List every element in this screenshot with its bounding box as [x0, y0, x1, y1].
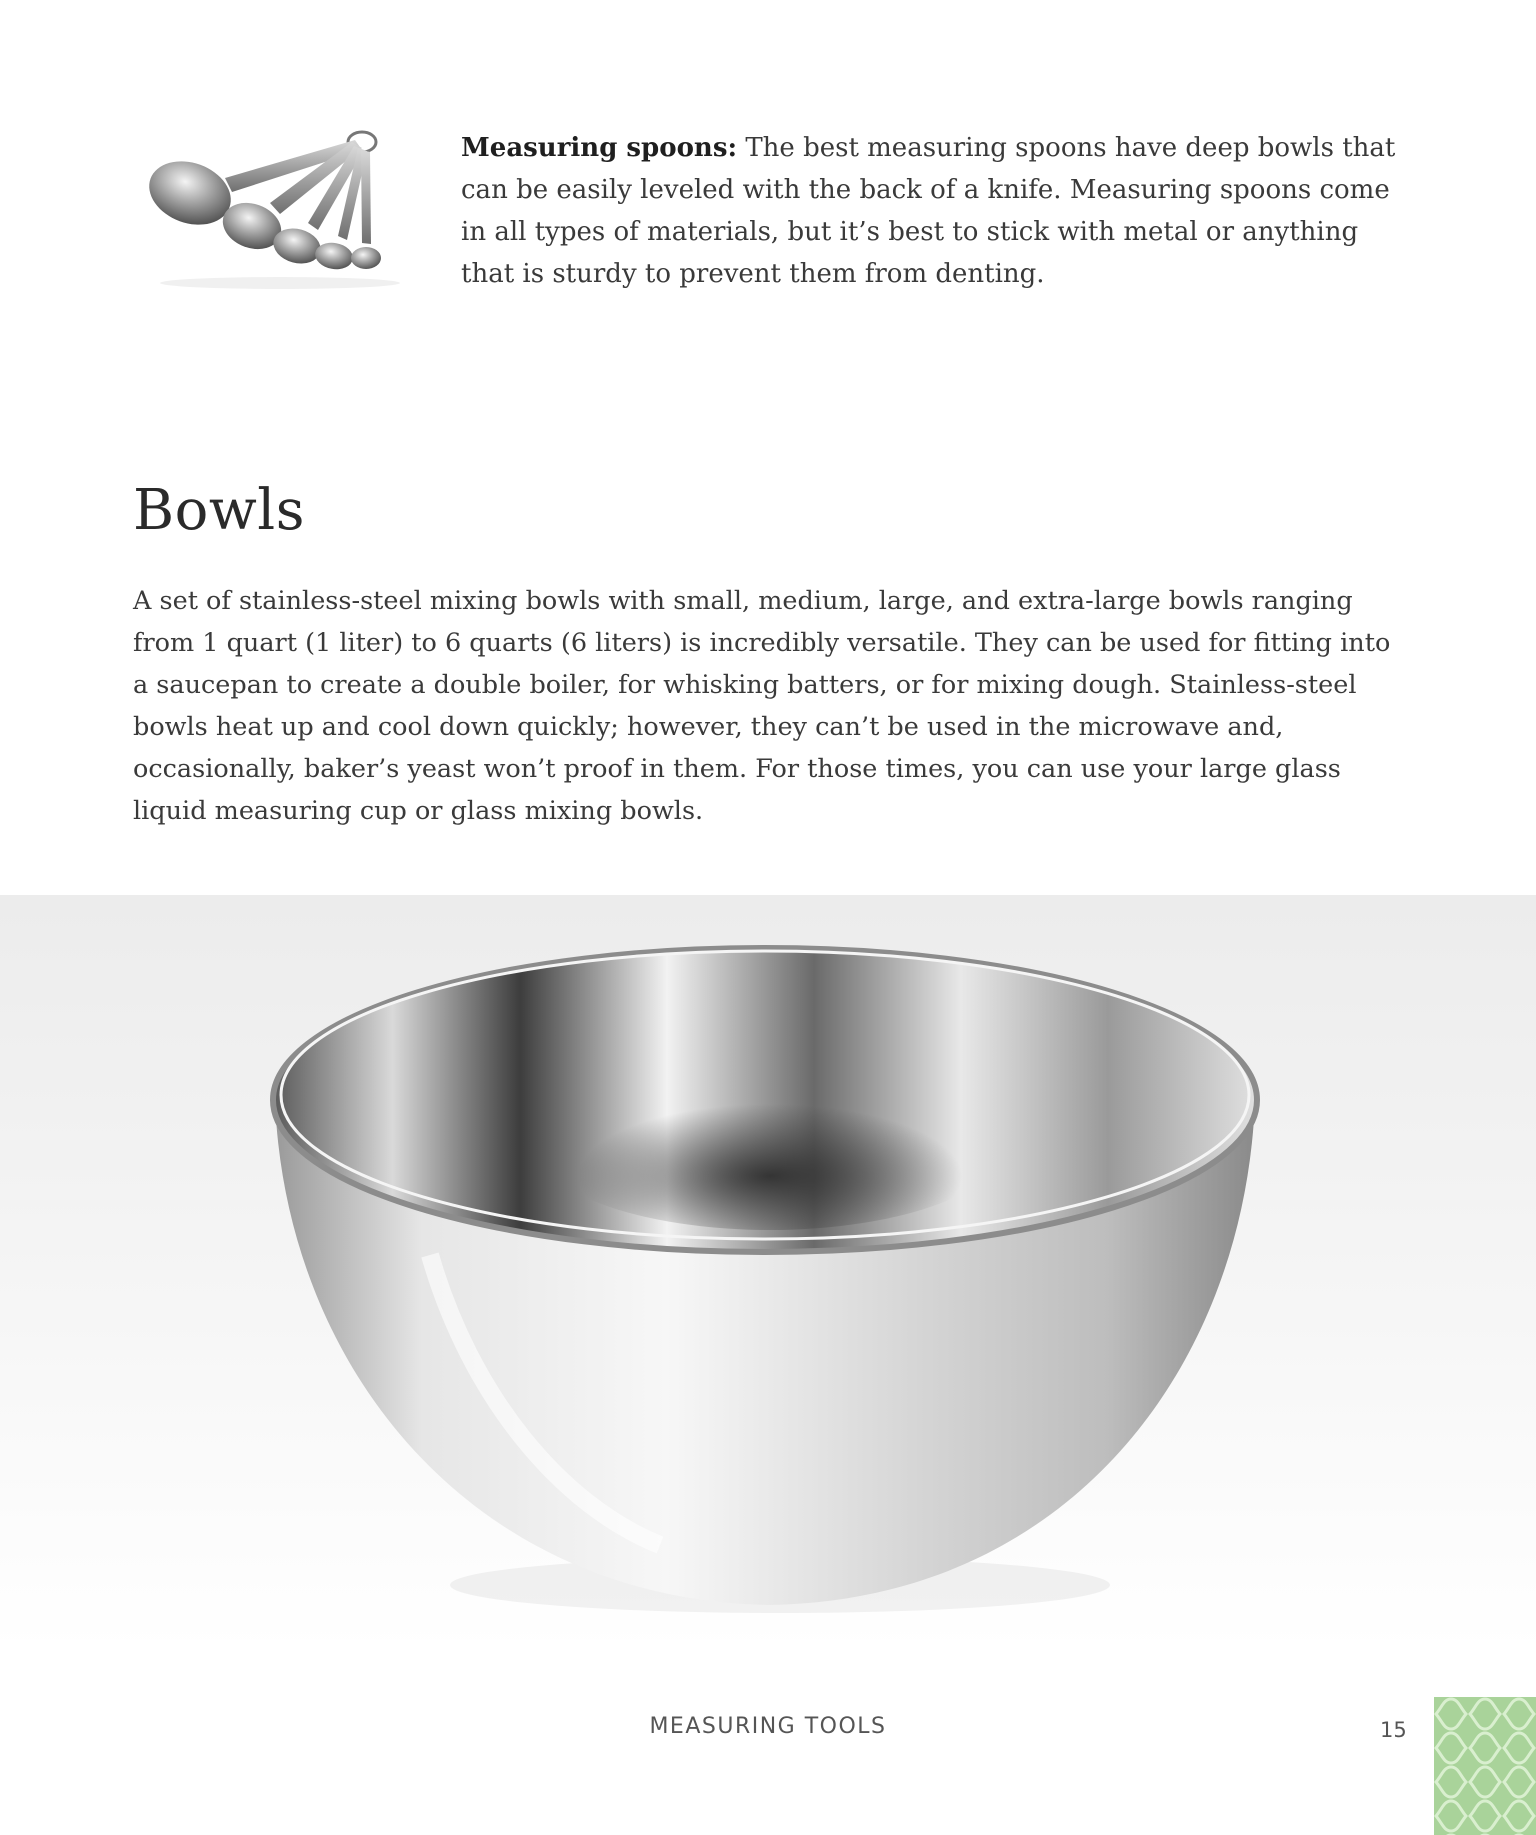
- measuring-spoons-body: The best measuring spoons have deep bowls that can be easily leveled with the back of a knife. Measuring spoons come in all types of materials, but it’s best to stick with metal or anything that is sturdy to prevent them from denting.: [461, 133, 1396, 289]
- bowls-body-text: A set of stainless-steel mixing bowls with small, medium, large, and extra-large bowls ranging from 1 quart (1 liter) to 6 quarts (6 liters) is incredibly versatile. They can be used for fitting into a saucepan to create a double boiler, for whisking batters, or for mixing dough. Stainless-steel bowls heat up and cool down quickly; however, they can’t be used in the microwave and, occasionally, baker’s yeast won’t proof in them. For those times, you can use your large glass liquid measuring cup or glass mixing bowls.: [133, 586, 1391, 826]
- measuring-spoons-term: Measuring spoons:: [461, 133, 738, 163]
- measuring-spoons-photo: [130, 118, 410, 298]
- page-number: 15: [1380, 1718, 1407, 1742]
- section-heading-bowls: Bowls: [133, 478, 305, 543]
- mixing-bowl-photo: [0, 895, 1536, 1650]
- measuring-spoons-description: [461, 127, 1411, 295]
- decorative-quatrefoil-pattern: [1434, 1697, 1536, 1835]
- footer-section-title: MEASURING TOOLS: [649, 1714, 887, 1739]
